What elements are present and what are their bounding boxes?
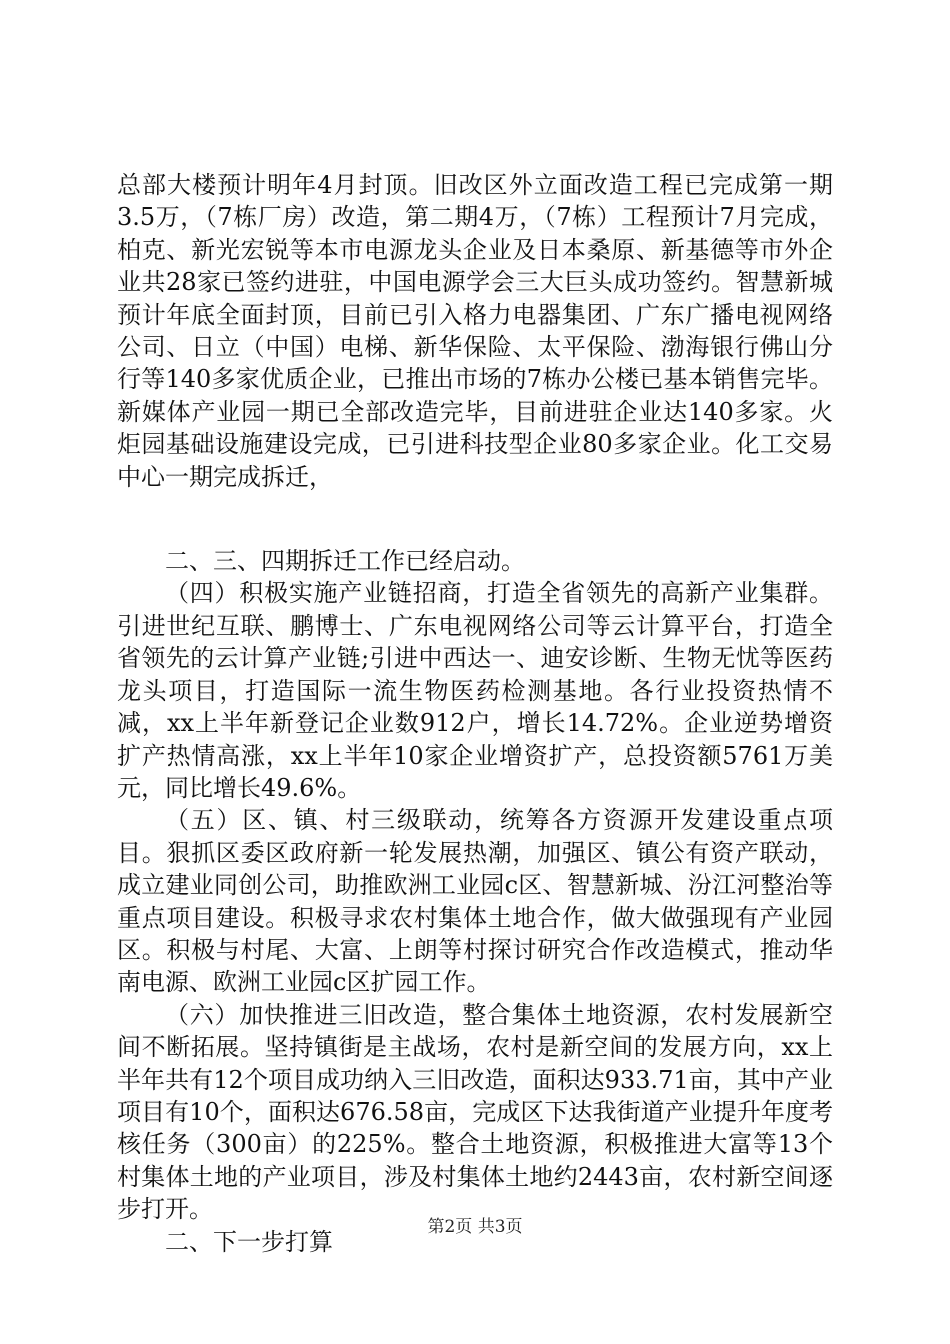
- page-number-footer: 第2页 共3页: [427, 1217, 523, 1237]
- section-heading-next-plan: 二、下一步打算: [165, 1227, 333, 1256]
- paragraph-project-progress: 总部大楼预计明年4月封顶。旧改区外立面改造工程已完成第一期3.5万，（7栋厂房）改造，第二期4万，（7栋）工程预计7月完成，柏克、新光宏锐等本市电源龙头企业及日本桑原、新基德等市外企业共28家已签约进驻，中国电源学会三大巨头成功签约。智慧新城预计年底全面封顶，目前已引入格力电器集团、广东广播电视网络公司、日立（中国）电梯、新华保险、太平保险、渤海银行佛山分行等140多家优质企业，已推出市场的7栋办公楼已基本销售完毕。新媒体产业园一期已全部改造完毕，目前进驻企业达140多家。火炬园基础设施建设完成，已引进科技型企业80多家企业。化工交易中心一期完成拆迁，: [117, 171, 833, 491]
- paragraph-demolition-start: 二、三、四期拆迁工作已经启动。: [165, 547, 525, 576]
- paragraph-section-six: （六）加快推进三旧改造，整合集体土地资源，农村发展新空间不断拓展。坚持镇街是主战场，农村是新空间的发展方向，xx上半年共有12个项目成功纳入三旧改造，面积达933.71亩，其中产业项目有10个，面积达676.58亩，完成区下达我街道产业提升年度考核任务（300亩）的225%。整合土地资源，积极推进大富等13个村集体土地的产业项目，涉及村集体土地约2443亩，农村新空间逐步打开。: [117, 1000, 833, 1224]
- paragraph-section-five: （五）区、镇、村三级联动，统筹各方资源开发建设重点项目。狠抓区委区政府新一轮发展热潮，加强区、镇公有资产联动，成立建业同创公司，助推欧洲工业园c区、智慧新城、汾江河整治等重点项目建设。积极寻求农村集体土地合作，做大做强现有产业园区。积极与村尾、大富、上朗等村探讨研究合作改造模式，推动华南电源、欧洲工业园c区扩园工作。: [117, 806, 833, 997]
- paragraph-section-four: （四）积极实施产业链招商，打造全省领先的高新产业集群。引进世纪互联、鹏博士、广东电视网络公司等云计算平台，打造全省领先的云计算产业链;引进中西达一、迪安诊断、生物无忧等医药龙头项目，打造国际一流生物医药检测基地。各行业投资热情不减，xx上半年新登记企业数912户，增长14.72%。企业逆势增资扩产热情高涨，xx上半年10家企业增资扩产，总投资额5761万美元，同比增长49.6%。: [117, 579, 833, 802]
- document-body: [117, 169, 833, 1258]
